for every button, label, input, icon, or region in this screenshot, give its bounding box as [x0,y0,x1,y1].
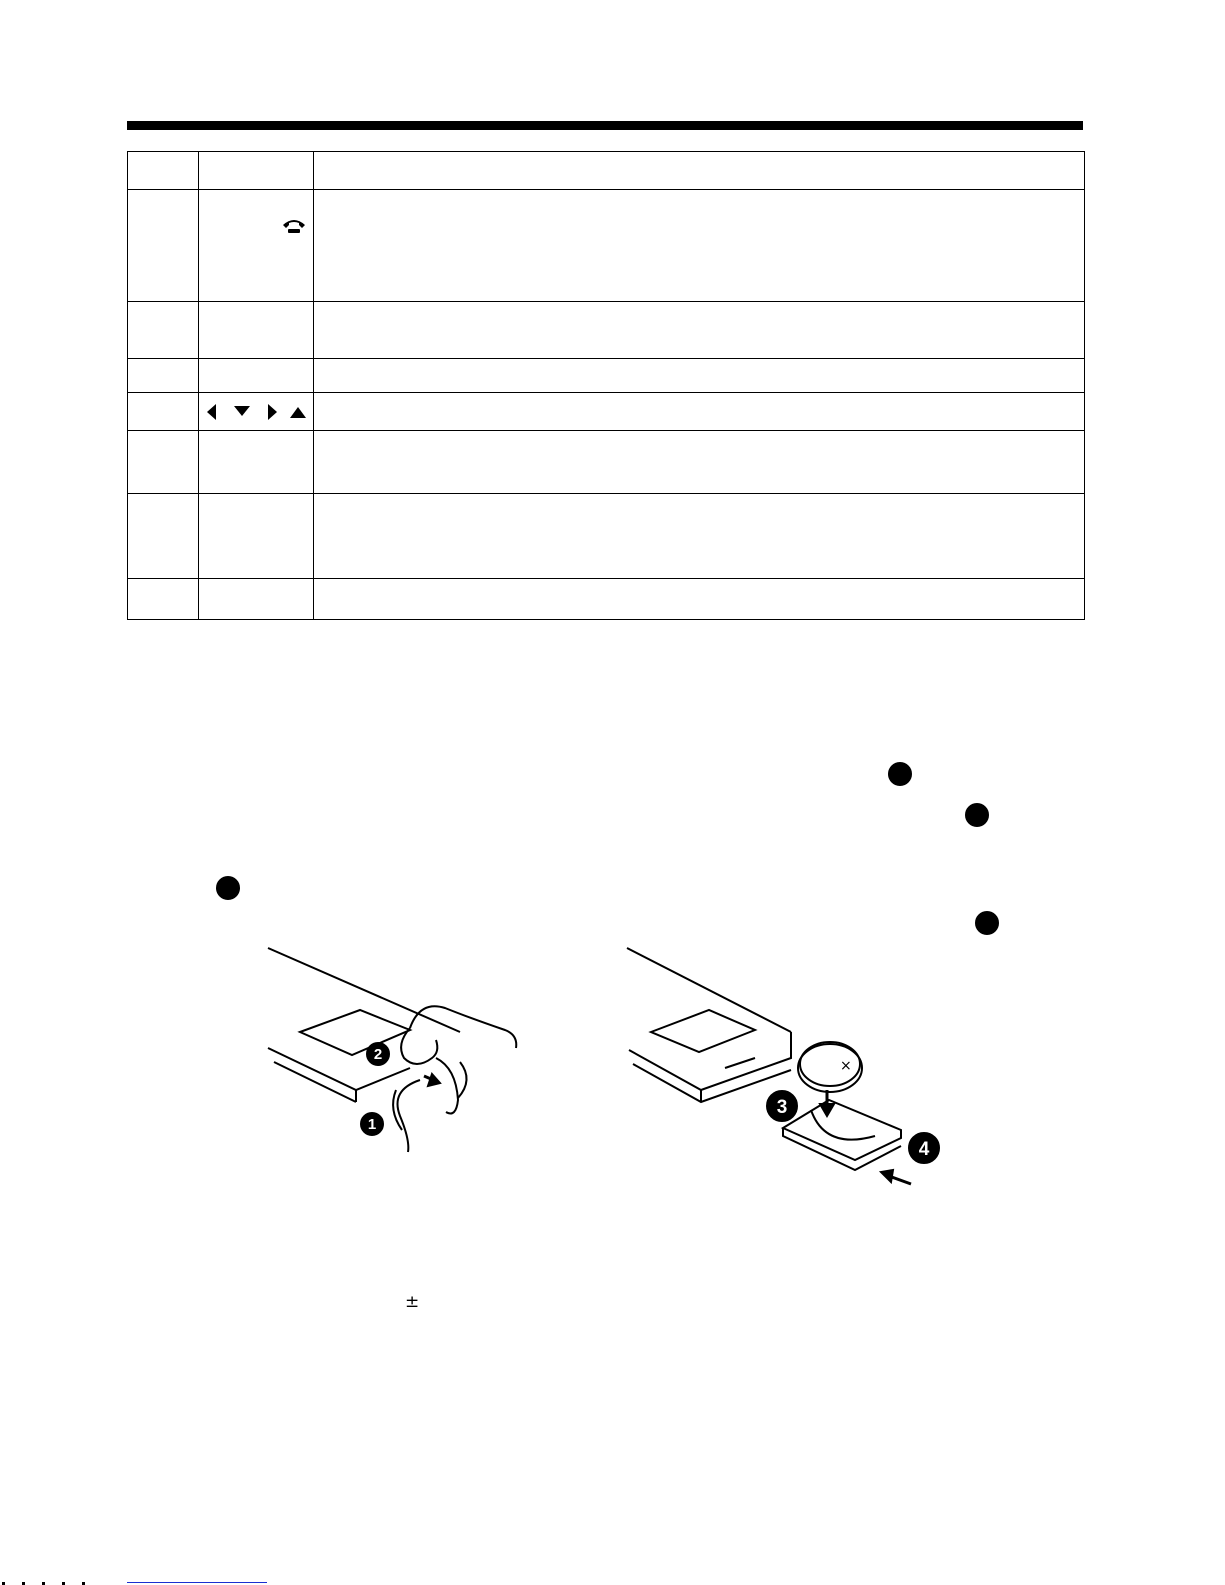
table-cell [128,579,199,620]
table-cell [128,190,199,302]
table-cell [199,359,314,393]
phone-hangup-icon [281,216,307,236]
table-cell [314,393,1085,431]
table-cell [128,494,199,579]
table-cell [199,494,314,579]
table-cell [199,579,314,620]
arrow-keys-icon [204,402,308,422]
step-bullet-icon [975,911,999,935]
step-bullet-icon [965,803,989,827]
table-cell [199,152,314,190]
remove-battery-tray-illustration [260,940,530,1160]
table-row [128,431,1085,494]
footer-link-underline[interactable] [127,1582,267,1583]
table-cell [128,359,199,393]
step-bullet-icon [216,876,240,900]
step-label-4: 4 [918,1139,930,1160]
table-row [128,190,1085,302]
table-row [128,393,1085,431]
table-cell [314,190,1085,302]
step-bullet-icon [888,762,912,786]
table-cell [128,152,199,190]
plus-minus-symbol: ± [405,1292,420,1312]
table-row [128,359,1085,393]
table-cell [199,302,314,359]
step-label-3: 3 [776,1097,788,1118]
table-row [128,494,1085,579]
battery-polarity-icon: × [840,1058,852,1074]
table-cell [128,302,199,359]
table-header-row [128,152,1085,190]
table-cell [199,431,314,494]
table-cell [128,431,199,494]
table-row [128,302,1085,359]
table-row [128,579,1085,620]
button-function-table [127,151,1085,620]
table-cell [314,431,1085,494]
table-cell [199,393,314,431]
header-rule [127,121,1083,130]
insert-battery-illustration [615,940,945,1190]
footer-dots [2,1580,92,1585]
table-cell [314,152,1085,190]
table-cell [314,579,1085,620]
table-cell [314,359,1085,393]
table-cell [199,190,314,302]
table-cell [128,393,199,431]
table-cell [314,302,1085,359]
step-label-2: 2 [373,1046,383,1063]
table-cell [314,494,1085,579]
step-label-1: 1 [367,1116,377,1133]
